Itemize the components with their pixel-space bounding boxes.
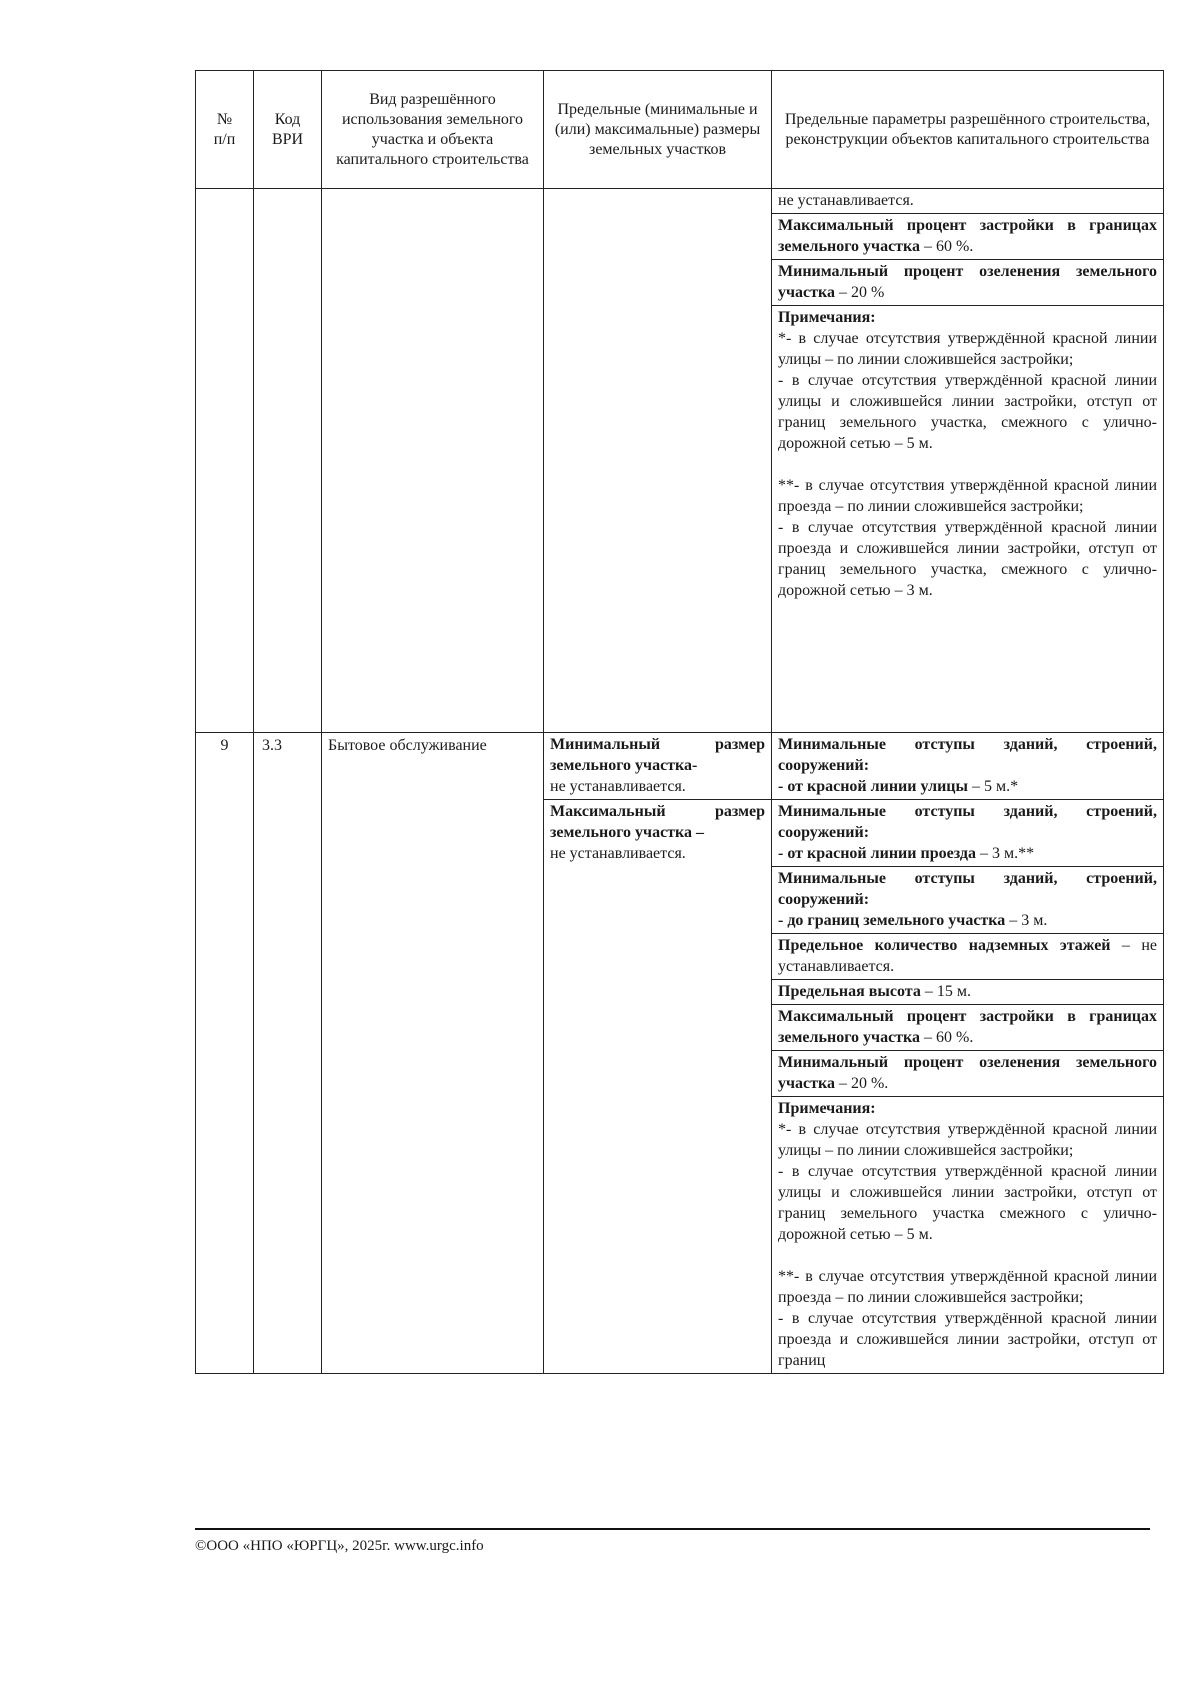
cell-vid: Бытовое обслуживание xyxy=(322,733,544,1374)
note-item: - в случае отсутствия утверждённой красной линии проезда и сложившейся линии застройки, отступ от границ xyxy=(778,1310,1157,1369)
note-item: - в случае отсутствия утверждённой красной линии улицы и сложившейся линии застройки, отступ от границ земельного участка, смежного с улично-дорожной сетью – 5 м. xyxy=(778,372,1157,452)
cell-params xyxy=(772,733,1164,1374)
size-block: Максимальный размер земельного участка – не устанавливается. xyxy=(550,803,765,862)
cell-sizes-continued xyxy=(544,189,772,733)
notes-block xyxy=(772,306,1163,603)
note-item: **- в случае отсутствия утверждённой красной линии проезда – по линии сложившейся застройки; xyxy=(778,1268,1157,1306)
param-block: Предельное количество надземных этажей – не устанавливается. xyxy=(772,934,1163,980)
table-row-9 xyxy=(196,733,1164,1374)
param-block: Минимальные отступы зданий, строений, сооружений: - до границ земельного участка – 3 м. xyxy=(772,867,1163,934)
param-block: Минимальные отступы зданий, строений, сооружений: - от красной линии улицы – 5 м.* xyxy=(772,733,1163,800)
note-item: *- в случае отсутствия утверждённой красной линии улицы – по линии сложившейся застройки; xyxy=(778,330,1157,368)
cell-num: 9 xyxy=(196,733,254,1374)
zoning-table-container xyxy=(195,70,1163,1374)
param-block: Максимальный процент застройки в границах земельного участка – 60 %. xyxy=(772,214,1163,260)
size-block: Минимальный размер земельного участка- не устанавливается. xyxy=(544,733,771,800)
zoning-parameters-table xyxy=(195,70,1164,1374)
param-block: Предельная высота – 15 м. xyxy=(772,980,1163,1005)
header-sizes: Предельные (минимальные и (или) максимальные) размеры земельных участков xyxy=(544,71,772,189)
header-code: Код ВРИ xyxy=(254,71,322,189)
cell-num-continued xyxy=(196,189,254,733)
note-item: - в случае отсутствия утверждённой красной линии улицы и сложившейся линии застройки, отступ от границ земельного участка смежного с улично-дорожной сетью – 5 м. xyxy=(778,1163,1157,1243)
header-num: № п/п xyxy=(196,71,254,189)
note-item: *- в случае отсутствия утверждённой красной линии улицы – по линии сложившейся застройки; xyxy=(778,1121,1157,1159)
cell-params-continued xyxy=(772,189,1164,733)
notes-title: Примечания: xyxy=(778,309,876,326)
table-row-continued xyxy=(196,189,1164,733)
param-block: Минимальные отступы зданий, строений, сооружений: - от красной линии проезда – 3 м.** xyxy=(772,800,1163,867)
notes-block xyxy=(772,1097,1163,1373)
table-header-row xyxy=(196,71,1164,189)
cell-code: 3.3 xyxy=(254,733,322,1374)
param-block: Минимальный процент озеленения земельного участка – 20 %. xyxy=(772,1051,1163,1097)
cell-sizes xyxy=(544,733,772,1374)
header-vid: Вид разрешённого использования земельного участка и объекта капитального строительства xyxy=(322,71,544,189)
notes-title: Примечания: xyxy=(778,1100,876,1117)
note-item: - в случае отсутствия утверждённой красной линии проезда и сложившейся линии застройки, отступ от границ земельного участка, смежного с улично-дорожной сетью – 3 м. xyxy=(778,519,1157,599)
cell-vid-continued xyxy=(322,189,544,733)
header-params: Предельные параметры разрешённого строительства, реконструкции объектов капитального строительства xyxy=(772,71,1164,189)
page-footer: ©ООО «НПО «ЮРГЦ», 2025г. www.urgc.info xyxy=(195,1538,484,1554)
footer-divider xyxy=(195,1528,1150,1530)
param-block: Максимальный процент застройки в границах земельного участка – 60 %. xyxy=(772,1005,1163,1051)
cell-code-continued xyxy=(254,189,322,733)
param-block: не устанавливается. xyxy=(772,189,1163,214)
param-block: Минимальный процент озеленения земельного участка – 20 % xyxy=(772,260,1163,306)
note-item: **- в случае отсутствия утверждённой красной линии проезда – по линии сложившейся застройки; xyxy=(778,477,1157,515)
